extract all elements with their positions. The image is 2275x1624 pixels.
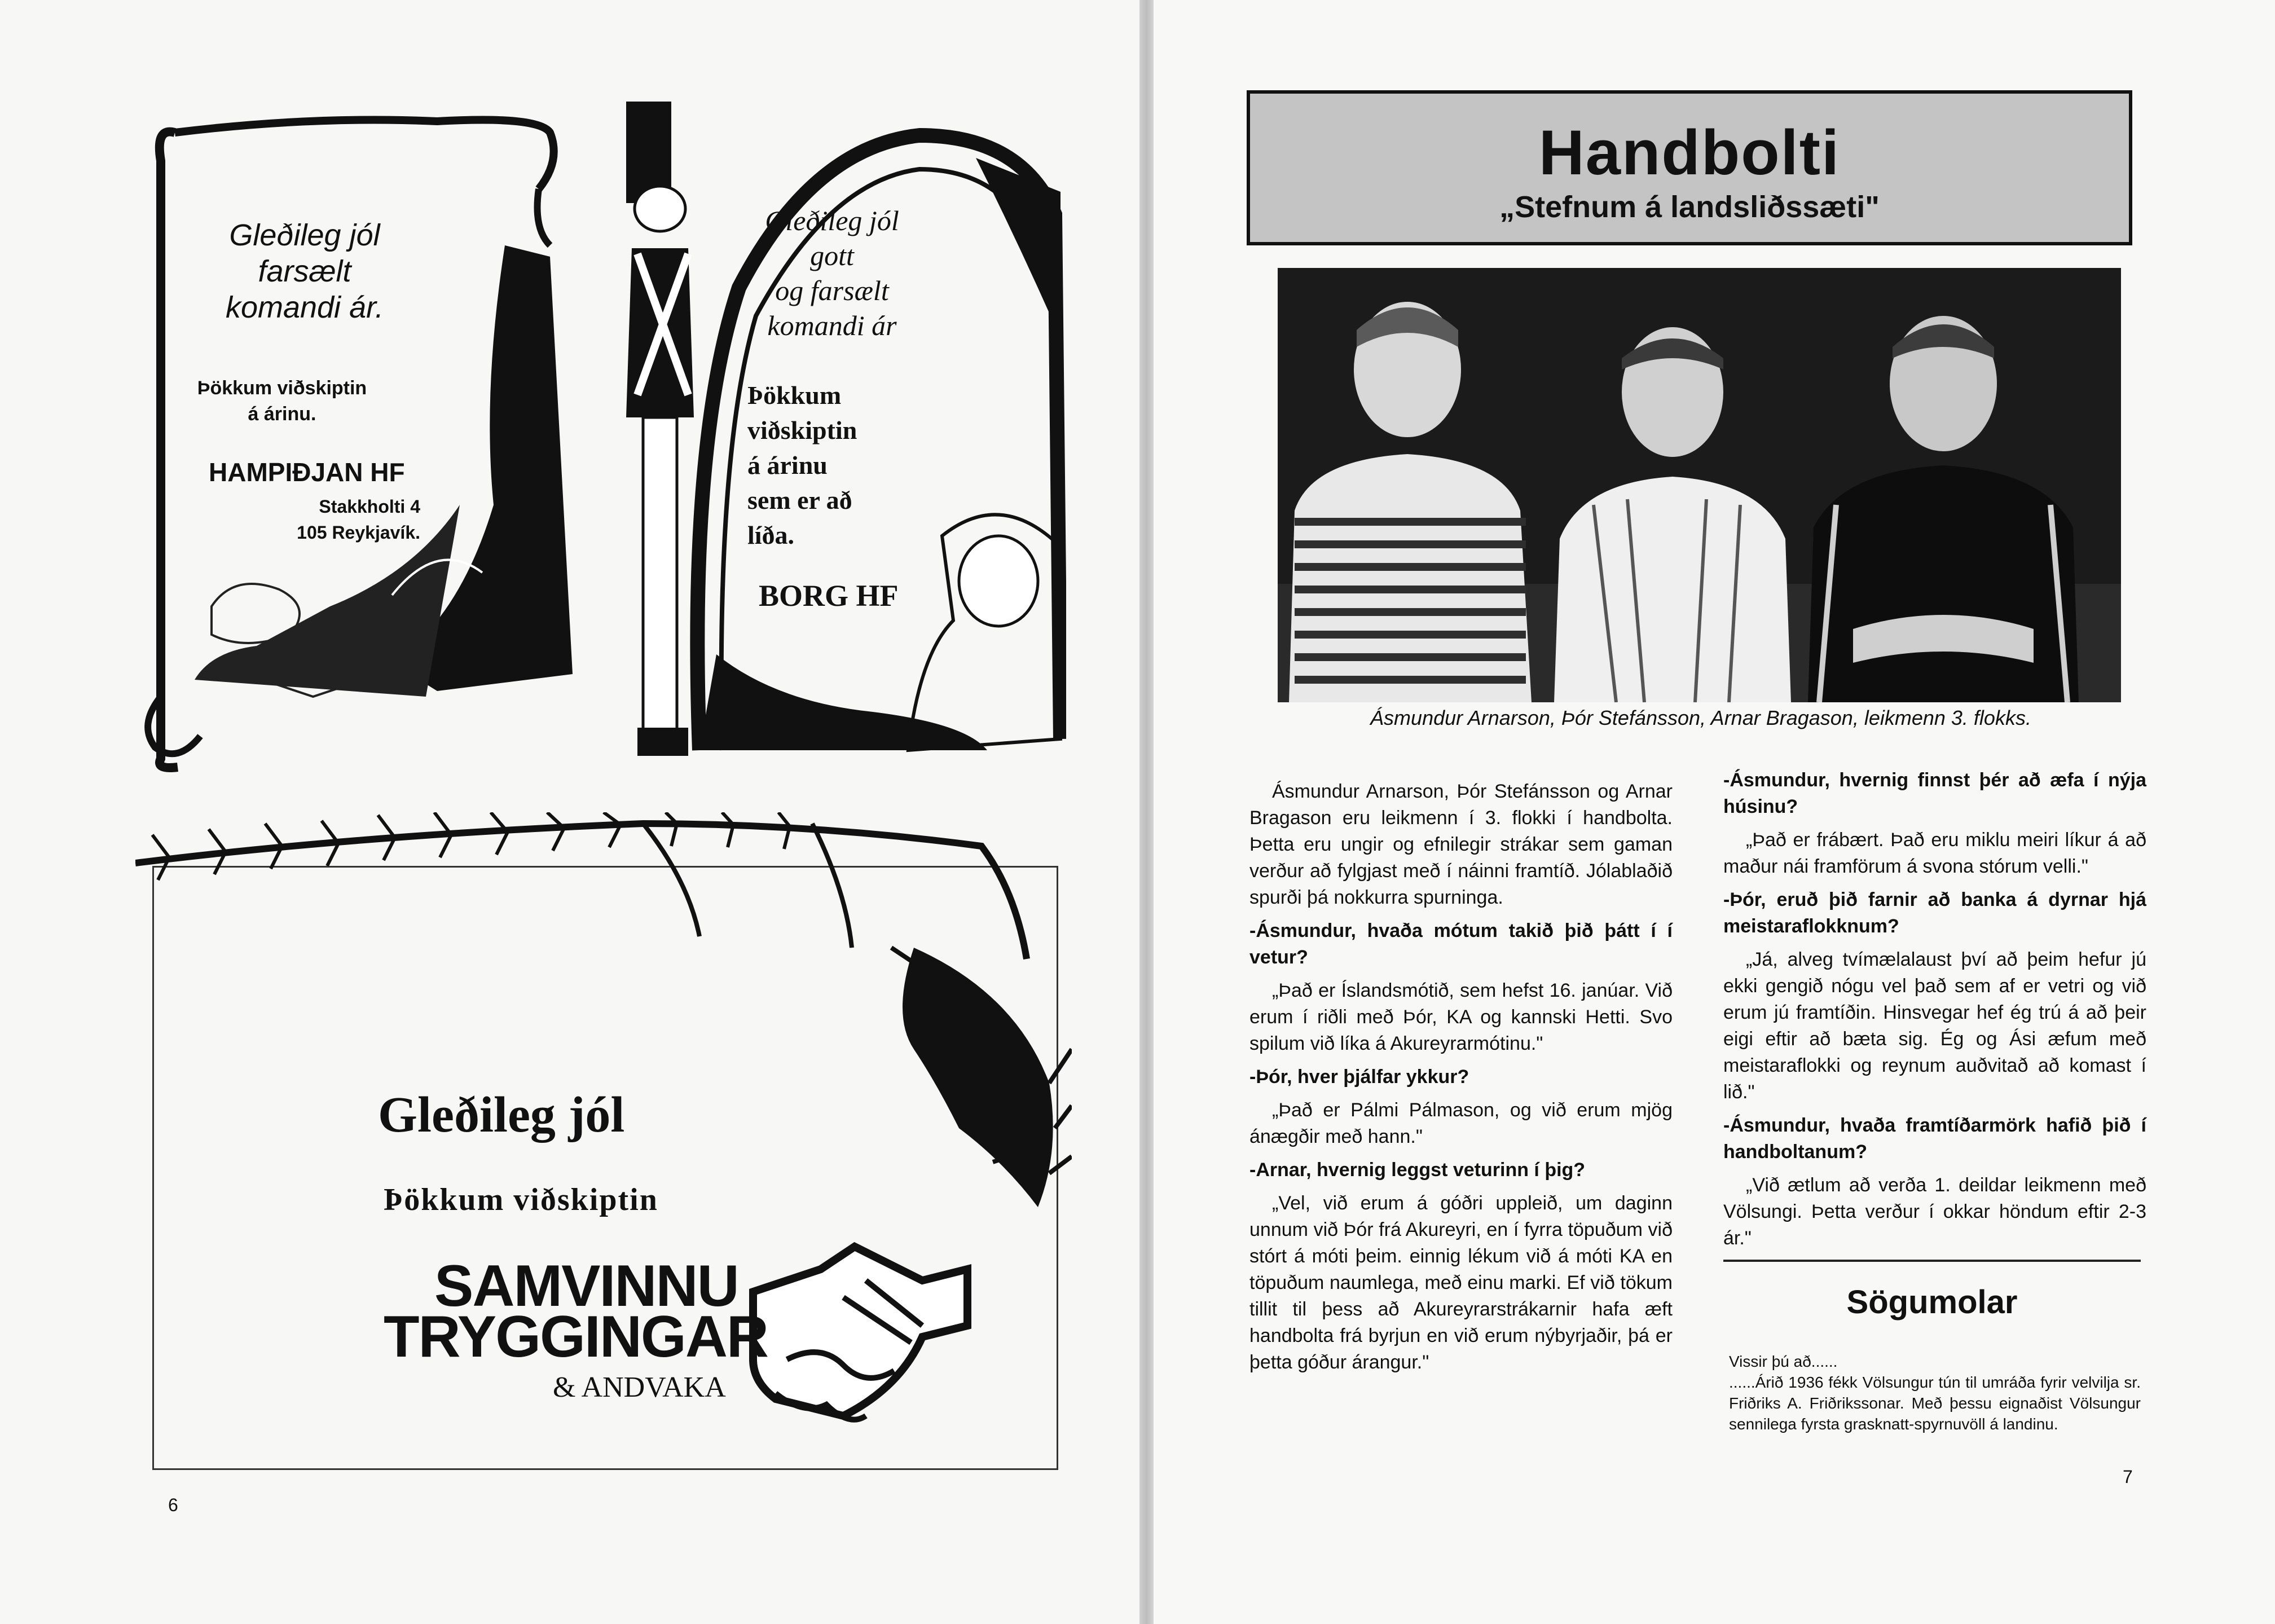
- interview-answer: „Vel, við erum á góðri uppleið, um daginn unnum við Þór frá Akureyri, en í fyrra töpuðum við stórt á móti þeim. einnig lékum við á móti KA en töpuðum naumlega, með einu marki. Ef við tökum tillit til þess að Akureyrarstrákarnir hafa æft handbolta frá byrjun en við erum nýbyrjaðir, þá er þetta góður árangur.": [1249, 1192, 1673, 1373]
- interview-answer: „Það er Íslandsmótið, sem hefst 16. janúar. Við erum í riðli með Þór, KA og kannski Hetti. Svo spilum við líka á Akureyrarmótinu.": [1249, 980, 1673, 1054]
- article-column-left: [1249, 778, 1673, 1383]
- greeting: Gleðileg jól gott og farsælt komandi ár: [765, 205, 899, 341]
- interview-question: -Þór, eruð þið farnir að banka á dyrnar hjá meistaraflokknum?: [1723, 889, 2146, 937]
- interview-question: -Þór, hver þjálfar ykkur?: [1249, 1066, 1469, 1088]
- page-number: 7: [2123, 1467, 2133, 1487]
- page-number: 6: [168, 1495, 178, 1515]
- sogumolar-text: Vissir þú að...... ......Árið 1936 fékk Völsungur tún til umráða fyrir velvilja sr. Friðriks A. Friðrikssonar. Með þessu eignaðist Völsungur sennilega fyrsta grasknatt-spyrnuvöll á landinu.: [1729, 1353, 2141, 1433]
- interview-question: -Ásmundur, hvaða mótum takið þið þátt í í vetur?: [1249, 920, 1673, 968]
- article-title: Handbolti: [1538, 117, 1841, 188]
- thanks-text: Þökkum viðskiptin: [384, 1182, 658, 1217]
- thanks-text: Þökkum viðskiptin á árinu sem er að líða.: [747, 381, 857, 549]
- ad-samvinnutryggingar: [135, 812, 1072, 1478]
- brand-line-2: TRYGGINGAR: [384, 1304, 768, 1370]
- scroll-frame-illustration: [144, 110, 573, 773]
- interview-answer: „Það er Pálmi Pálmason, og við erum mjög ánægðir með hann.": [1249, 1099, 1673, 1147]
- greeting: Gleðileg jól farsælt komandi ár.: [225, 218, 384, 324]
- ad-hampidjan: [144, 110, 573, 773]
- company-name: BORG HF: [759, 579, 899, 613]
- interview-question: -Ásmundur, hvernig finnst þér að æfa í nýja húsinu?: [1723, 769, 2146, 817]
- team-photo: [1278, 268, 2121, 702]
- right-page: [1154, 0, 2275, 1624]
- section-divider: [1723, 1260, 2141, 1262]
- interview-question: -Arnar, hvernig leggst veturinn í þig?: [1249, 1159, 1586, 1181]
- ad-borg: [626, 102, 1066, 764]
- photo-caption: Ásmundur Arnarson, Þór Stefánsson, Arnar Bragason, leikmenn 3. flokks.: [1370, 706, 2031, 729]
- brand-line-3: & ANDVAKA: [553, 1371, 726, 1403]
- intro-paragraph: Ásmundur Arnarson, Þór Stefánsson og Arnar Bragason eru leikmenn í 3. flokki í handbolta. Þetta eru ungir og efnilegir strákar sem gaman verður að fylgjast með í náinni framtíð. Jólablaðið spurði þá nokkurra spurninga.: [1249, 781, 1673, 908]
- greeting: Gleðileg jól: [378, 1087, 625, 1143]
- book-gutter: [1139, 0, 1154, 1624]
- interview-answer: „Já, alveg tvímælalaust því að þeim hefur jú ekki gengið nógu vel það sem af er vetri og við erum jú framtíðin. Hinsvegar hef ég trú á að þeir eigi eftir að bæta sig. Ég og Ási æfum með meistaraflokki og reynum auðvitað að komast í lið.": [1723, 949, 2146, 1103]
- company-name: HAMPIÐJAN HF: [209, 457, 405, 487]
- interview-question: -Ásmundur, hvaða framtíðarmörk hafið þið í handboltanum?: [1723, 1115, 2146, 1163]
- interview-answer: „Það er frábært. Það eru miklu meiri líkur á að maður nái framförum á svona stórum velli.": [1723, 829, 2146, 877]
- article-subtitle: „Stefnum á landsliðssæti": [1499, 190, 1880, 224]
- company-address: Stakkholti 4 105 Reykjavík.: [297, 496, 420, 543]
- interview-answer: „Við ætlum að verða 1. deildar leikmenn með Völsungi. Þetta verður í okkar höndum eftir 2-3 ár.": [1723, 1174, 2146, 1249]
- article-column-right: [1723, 767, 2146, 1258]
- sogumolar-heading: Sögumolar: [1846, 1284, 2018, 1321]
- photo-three-players: [1278, 268, 2121, 702]
- brand-line-1: SAMVINNU: [434, 1253, 738, 1319]
- thanks-text: Þökkum viðskiptin á árinu.: [197, 377, 367, 425]
- article-header: [1247, 90, 2132, 245]
